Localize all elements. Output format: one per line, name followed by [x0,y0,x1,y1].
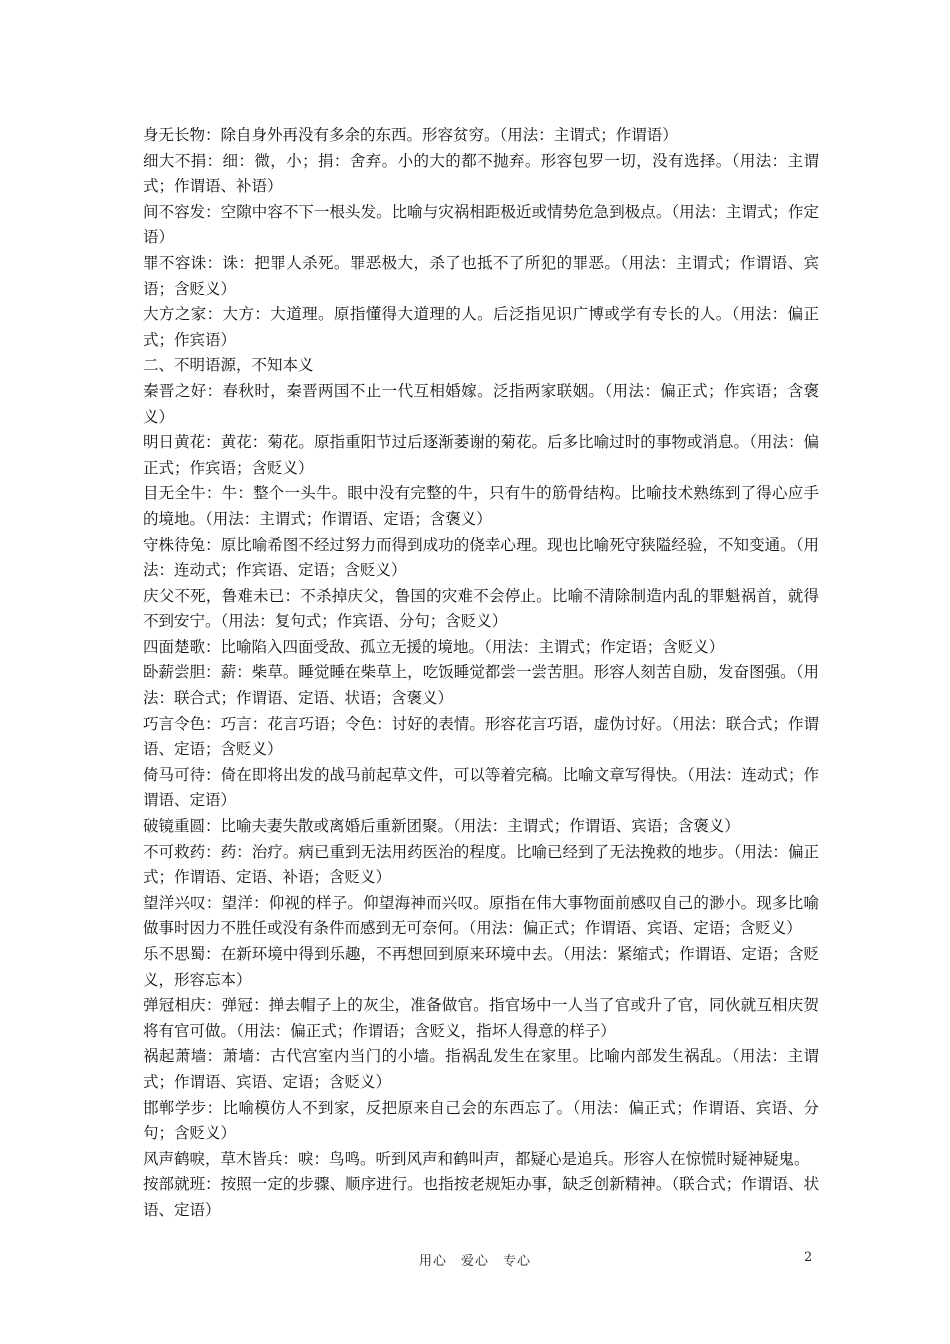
idiom-entry: 祸起萧墙：萧墙：古代宫室内当门的小墙。指祸乱发生在家里。比喻内部发生祸乱。（用法：主谓式；作谓语、宾语、定语；含贬义） [143,1047,819,1091]
idiom-entry: 秦晋之好：春秋时，秦晋两国不止一代互相婚嫁。泛指两家联姻。（用法：偏正式；作宾语；含褒义） [143,381,819,426]
idiom-entry: 细大不捐：细：微，小；捐：舍弃。小的大的都不抛弃。形容包罗一切，没有选择。（用法：主谓式；作谓语、补语） [143,151,819,196]
idiom-entry: 四面楚歌：比喻陷入四面受敌、孤立无援的境地。（用法：主谓式；作定语；含贬义） [143,637,725,656]
idiom-entry: 邯郸学步：比喻模仿人不到家，反把原来自己会的东西忘了。（用法：偏正式；作谓语、宾语、分句；含贬义） [143,1098,819,1143]
section-heading: 二、不明语源，不知本义 [143,356,314,375]
idiom-entry: 风声鹤唳，草木皆兵：唳：鸟鸣。听到风声和鹤叫声，都疑心是追兵。形容人在惊慌时疑神疑鬼。 [143,1149,810,1168]
idiom-entry: 明日黄花：黄花：菊花。原指重阳节过后逐渐萎谢的菊花。后多比喻过时的事物或消息。（用法：偏正式；作宾语；含贬义） [143,433,819,477]
idiom-entry: 罪不容诛：诛：把罪人杀死。罪恶极大，杀了也抵不了所犯的罪恶。（用法：主谓式；作谓语、宾语；含贬义） [143,253,819,298]
idiom-entry: 庆父不死，鲁难未已：不杀掉庆父，鲁国的灾难不会停止。比喻不清除制造内乱的罪魁祸首，就得不到安宁。（用法：复句式；作宾语、分句；含贬义） [143,586,819,631]
idiom-entry: 不可救药：药：治疗。病已重到无法用药医治的程度。比喻已经到了无法挽救的地步。（用法：偏正式；作谓语、定语、补语；含贬义） [143,842,819,887]
idiom-entry: 大方之家：大方：大道理。原指懂得大道理的人。后泛指见识广博或学有专长的人。（用法：偏正式；作宾语） [143,305,819,349]
idiom-entry: 巧言令色：巧言：花言巧语；令色：讨好的表情。形容花言巧语，虚伪讨好。（用法：联合式；作谓语、定语；含贬义） [143,714,819,759]
idiom-entry: 破镜重圆：比喻夫妻失散或离婚后重新团聚。（用法：主谓式；作谓语、宾语；含褒义） [143,817,740,836]
idiom-entry: 目无全牛：牛：整个一头牛。眼中没有完整的牛，只有牛的筋骨结构。比喻技术熟练到了得心应手的境地。（用法：主谓式；作谓语、定语；含褒义） [143,484,819,528]
idiom-entry: 倚马可待：倚在即将出发的战马前起草文件，可以等着完稿。比喻文章写得快。（用法：连动式；作谓语、定语） [143,765,819,810]
idiom-entry: 卧薪尝胆：薪：柴草。睡觉睡在柴草上，吃饭睡觉都尝一尝苦胆。形容人刻苦自励，发奋图强。（用法：联合式；作谓语、定语、状语；含褒义） [143,663,819,708]
idiom-entry: 守株待兔：原比喻希图不经过努力而得到成功的侥幸心理。现也比喻死守狭隘经验，不知变通。（用法：连动式；作宾语、定语；含贬义） [143,535,819,580]
footer-slogan: 用心 爱心 专心 [418,1254,531,1269]
idiom-entry: 望洋兴叹：望洋：仰视的样子。仰望海神而兴叹。原指在伟大事物面前感叹自己的渺小。现多比喻做事时因力不胜任或没有条件而感到无可奈何。（用法：偏正式；作谓语、宾语、定语；含贬义） [143,893,819,938]
idiom-list [143,123,819,1224]
idiom-entry: 按部就班：按照一定的步骤、顺序进行。也指按老规矩办事，缺乏创新精神。（联合式；作谓语、状语、定语） [143,1175,819,1219]
idiom-entry: 弹冠相庆：弹冠：掸去帽子上的灰尘，准备做官。指官场中一人当了官或升了官，同伙就互相庆贺将有官可做。（用法：偏正式；作谓语；含贬义，指坏人得意的样子） [143,996,819,1040]
page-number: 2 [804,1250,813,1265]
idiom-entry: 乐不思蜀：在新环境中得到乐趣，不再想回到原来环境中去。（用法：紧缩式；作谓语、定语；含贬义，形容忘本） [143,945,819,989]
idiom-entry: 身无长物：除自身外再没有多余的东西。形容贫穷。（用法：主谓式；作谓语） [143,126,678,144]
idiom-entry: 间不容发：空隙中容不下一根头发。比喻与灾祸相距极近或情势危急到极点。（用法：主谓式；作定语） [143,202,819,247]
